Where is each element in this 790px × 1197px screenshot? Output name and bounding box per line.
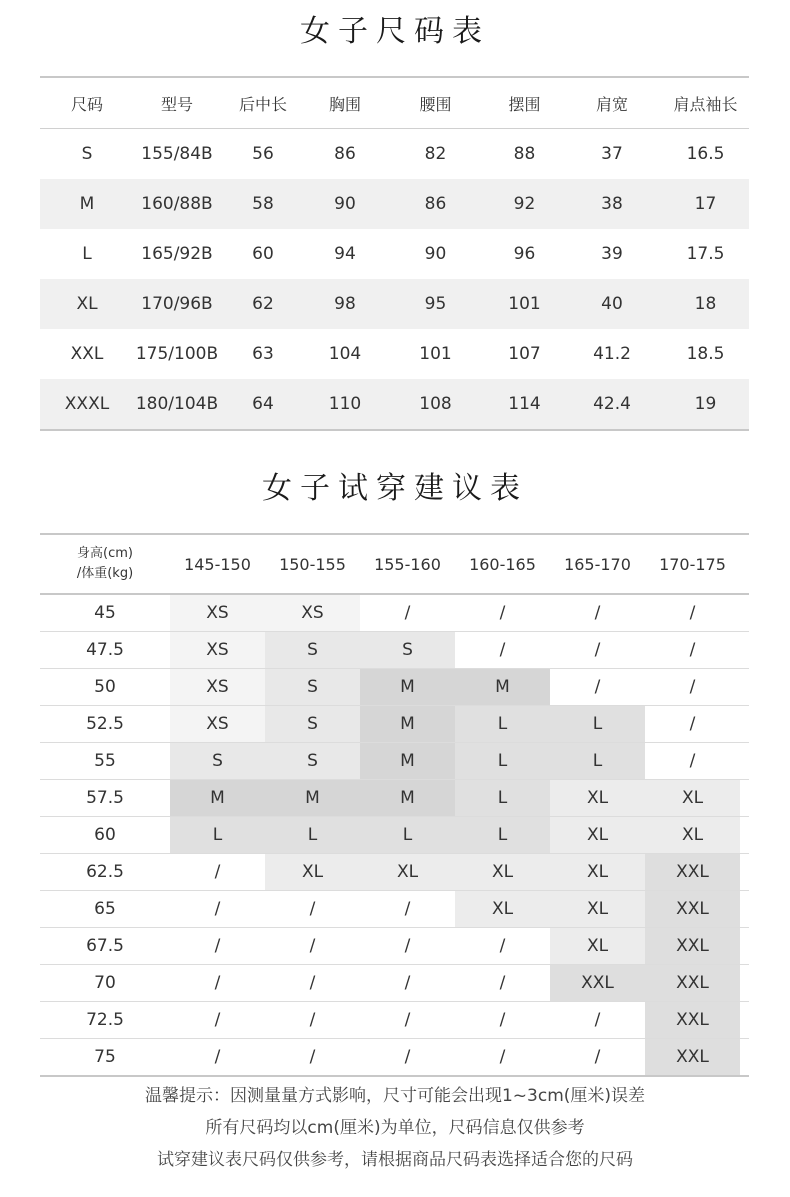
recommended-size-cell: XL bbox=[550, 780, 645, 816]
recommended-size-cell: / bbox=[455, 632, 550, 668]
fit-chart-row bbox=[40, 743, 749, 780]
recommended-size-cell: M bbox=[455, 669, 550, 705]
size-chart-row bbox=[40, 179, 749, 229]
size-value-cell: 104 bbox=[328, 344, 362, 364]
size-value-cell: 96 bbox=[513, 244, 536, 264]
size-label-cell: XXL bbox=[70, 344, 104, 364]
size-value-cell: 98 bbox=[334, 294, 356, 314]
recommended-size-cell: L bbox=[455, 743, 550, 779]
size-value-cell: 60 bbox=[252, 244, 274, 264]
recommended-size-cell: XS bbox=[265, 595, 360, 631]
recommended-size-cell: / bbox=[360, 595, 455, 631]
recommended-size-cell: / bbox=[455, 1002, 550, 1038]
size-value-cell: 180/104B bbox=[135, 394, 219, 414]
recommended-size-cell: XS bbox=[170, 669, 265, 705]
size-value-cell: 101 bbox=[419, 344, 452, 364]
recommended-size-cell: / bbox=[170, 891, 265, 927]
recommended-size-cell: M bbox=[360, 669, 455, 705]
size-value-cell: 39 bbox=[601, 244, 623, 264]
size-chart-header-row bbox=[40, 78, 749, 129]
size-value-cell: 18.5 bbox=[686, 344, 725, 364]
size-value-cell: 42.4 bbox=[593, 394, 631, 414]
height-label: 身高(cm) bbox=[77, 546, 133, 561]
recommended-size-cell: / bbox=[645, 743, 740, 779]
recommended-size-cell: XXL bbox=[645, 965, 740, 1001]
size-value-cell: 62 bbox=[252, 294, 274, 314]
size-chart-body bbox=[40, 129, 749, 429]
recommended-size-cell: XL bbox=[455, 854, 550, 890]
header-cell: 肩宽 bbox=[595, 94, 628, 114]
recommended-size-cell: S bbox=[170, 743, 265, 779]
weight-cell: 57.5 bbox=[86, 788, 124, 808]
size-chart-row bbox=[40, 379, 749, 429]
header-cell: 尺码 bbox=[70, 94, 103, 114]
recommended-size-cell: / bbox=[360, 891, 455, 927]
recommended-size-cell: S bbox=[265, 669, 360, 705]
size-label-cell: L bbox=[82, 244, 92, 264]
size-value-cell: 155/84B bbox=[141, 144, 213, 164]
fit-chart-table bbox=[40, 533, 749, 1077]
weight-cell: 67.5 bbox=[86, 936, 124, 956]
recommended-size-cell: / bbox=[265, 965, 360, 1001]
recommended-size-cell: / bbox=[645, 669, 740, 705]
recommended-size-cell: / bbox=[645, 632, 740, 668]
size-chart-row bbox=[40, 279, 749, 329]
fit-chart-row bbox=[40, 854, 749, 891]
recommended-size-cell: / bbox=[455, 1039, 550, 1075]
size-value-cell: 38 bbox=[601, 194, 623, 214]
header-cell: 后中长 bbox=[238, 94, 287, 114]
size-label-cell: XXXL bbox=[64, 394, 110, 414]
size-value-cell: 108 bbox=[419, 394, 452, 414]
recommended-size-cell: M bbox=[170, 780, 265, 816]
header-cell: 摆围 bbox=[508, 94, 541, 114]
size-value-cell: 19 bbox=[694, 394, 717, 414]
fit-chart-row bbox=[40, 669, 749, 706]
recommended-size-cell: / bbox=[360, 1039, 455, 1075]
note-line: 所有尺码均以cm(厘米)为单位，尺码信息仅供参考 bbox=[205, 1118, 585, 1138]
recommended-size-cell: / bbox=[550, 1039, 645, 1075]
height-range-header: 160-165 bbox=[469, 554, 536, 574]
size-value-cell: 63 bbox=[252, 344, 274, 364]
size-value-cell: 17.5 bbox=[686, 244, 725, 264]
size-chart-table bbox=[40, 76, 749, 431]
size-value-cell: 92 bbox=[513, 194, 536, 214]
recommended-size-cell: / bbox=[645, 706, 740, 742]
recommended-size-cell: / bbox=[170, 1039, 265, 1075]
note-line: 试穿建议表尺码仅供参考，请根据商品尺码表选择适合您的尺码 bbox=[157, 1150, 633, 1170]
recommended-size-cell: / bbox=[550, 1002, 645, 1038]
recommended-size-cell: XXL bbox=[645, 891, 740, 927]
size-value-cell: 107 bbox=[508, 344, 541, 364]
weight-cell: 65 bbox=[94, 899, 116, 919]
recommended-size-cell: XS bbox=[170, 706, 265, 742]
recommended-size-cell: S bbox=[265, 743, 360, 779]
size-value-cell: 58 bbox=[252, 194, 274, 214]
recommended-size-cell: XL bbox=[265, 854, 360, 890]
size-value-cell: 94 bbox=[334, 244, 356, 264]
size-label-cell: XL bbox=[76, 294, 98, 314]
size-value-cell: 88 bbox=[513, 144, 536, 164]
recommended-size-cell: L bbox=[360, 817, 455, 853]
size-value-cell: 114 bbox=[508, 394, 541, 414]
recommended-size-cell: / bbox=[455, 928, 550, 964]
recommended-size-cell: M bbox=[360, 780, 455, 816]
recommended-size-cell: L bbox=[455, 817, 550, 853]
size-value-cell: 64 bbox=[252, 394, 274, 414]
fit-chart-title: 女子试穿建议表 bbox=[262, 471, 528, 506]
size-chart-row bbox=[40, 229, 749, 279]
note-line: 温馨提示：因测量量方式影响，尺寸可能会出现1~3cm(厘米)误差 bbox=[144, 1086, 646, 1106]
weight-cell: 60 bbox=[94, 825, 116, 845]
recommended-size-cell: XL bbox=[550, 928, 645, 964]
recommended-size-cell: / bbox=[265, 1002, 360, 1038]
weight-cell: 45 bbox=[94, 603, 116, 623]
recommended-size-cell: XL bbox=[645, 817, 740, 853]
size-value-cell: 82 bbox=[424, 144, 447, 164]
size-value-cell: 41.2 bbox=[593, 344, 631, 364]
size-value-cell: 101 bbox=[508, 294, 541, 314]
recommended-size-cell: XL bbox=[550, 891, 645, 927]
recommended-size-cell: M bbox=[360, 743, 455, 779]
fit-chart-row bbox=[40, 817, 749, 854]
weight-cell: 75 bbox=[94, 1047, 116, 1067]
size-value-cell: 110 bbox=[328, 394, 362, 414]
recommended-size-cell: / bbox=[360, 928, 455, 964]
weight-cell: 55 bbox=[94, 751, 116, 771]
recommended-size-cell: XXL bbox=[550, 965, 645, 1001]
size-value-cell: 90 bbox=[334, 194, 356, 214]
size-value-cell: 165/92B bbox=[141, 244, 213, 264]
size-value-cell: 175/100B bbox=[135, 344, 219, 364]
header-cell: 肩点袖长 bbox=[673, 94, 738, 114]
recommended-size-cell: XS bbox=[170, 632, 265, 668]
weight-cell: 50 bbox=[94, 677, 116, 697]
recommended-size-cell: / bbox=[265, 928, 360, 964]
recommended-size-cell: XL bbox=[645, 780, 740, 816]
recommended-size-cell: L bbox=[455, 706, 550, 742]
fit-chart-row bbox=[40, 928, 749, 965]
size-label-cell: S bbox=[81, 144, 93, 164]
recommended-size-cell: L bbox=[170, 817, 265, 853]
recommended-size-cell: / bbox=[265, 1039, 360, 1075]
recommended-size-cell: / bbox=[170, 928, 265, 964]
fit-chart-row bbox=[40, 780, 749, 817]
height-range-header: 170-175 bbox=[659, 554, 726, 574]
recommended-size-cell: S bbox=[265, 706, 360, 742]
recommended-size-cell: XL bbox=[455, 891, 550, 927]
recommended-size-cell: / bbox=[170, 965, 265, 1001]
height-range-header: 155-160 bbox=[374, 554, 441, 574]
recommended-size-cell: XS bbox=[170, 595, 265, 631]
recommended-size-cell: / bbox=[455, 595, 550, 631]
size-value-cell: 56 bbox=[252, 144, 274, 164]
recommended-size-cell: L bbox=[265, 817, 360, 853]
recommended-size-cell: / bbox=[360, 965, 455, 1001]
recommended-size-cell: S bbox=[265, 632, 360, 668]
size-value-cell: 90 bbox=[424, 244, 447, 264]
recommended-size-cell: / bbox=[645, 595, 740, 631]
recommended-size-cell: XXL bbox=[645, 1002, 740, 1038]
recommended-size-cell: M bbox=[265, 780, 360, 816]
height-range-header: 145-150 bbox=[184, 554, 251, 574]
size-value-cell: 18 bbox=[694, 294, 717, 314]
recommended-size-cell: XL bbox=[550, 817, 645, 853]
size-chart-row bbox=[40, 129, 749, 179]
size-chart-row bbox=[40, 329, 749, 379]
header-cell: 腰围 bbox=[419, 94, 452, 114]
weight-cell: 70 bbox=[94, 973, 116, 993]
fit-chart-row bbox=[40, 706, 749, 743]
size-value-cell: 170/96B bbox=[141, 294, 213, 314]
fit-chart-body bbox=[40, 595, 749, 1075]
recommended-size-cell: L bbox=[550, 743, 645, 779]
weight-cell: 72.5 bbox=[86, 1010, 124, 1030]
recommended-size-cell: XXL bbox=[645, 854, 740, 890]
fit-chart-row bbox=[40, 632, 749, 669]
header-cell: 胸围 bbox=[328, 94, 361, 114]
recommended-size-cell: M bbox=[360, 706, 455, 742]
recommended-size-cell: / bbox=[550, 595, 645, 631]
recommended-size-cell: XXL bbox=[645, 928, 740, 964]
fit-chart-header-row bbox=[40, 535, 749, 595]
fit-chart-row bbox=[40, 595, 749, 632]
size-value-cell: 16.5 bbox=[686, 144, 725, 164]
size-label-cell: M bbox=[79, 194, 95, 214]
fit-chart-row bbox=[40, 965, 749, 1002]
size-value-cell: 86 bbox=[424, 194, 447, 214]
recommended-size-cell: / bbox=[550, 669, 645, 705]
height-range-header: 150-155 bbox=[279, 554, 346, 574]
recommended-size-cell: XL bbox=[550, 854, 645, 890]
header-cell: 型号 bbox=[160, 94, 193, 114]
recommended-size-cell: / bbox=[170, 854, 265, 890]
size-value-cell: 37 bbox=[601, 144, 623, 164]
recommended-size-cell: S bbox=[360, 632, 455, 668]
notes bbox=[0, 1080, 790, 1176]
weight-cell: 62.5 bbox=[86, 862, 124, 882]
weight-cell: 47.5 bbox=[86, 640, 124, 660]
fit-chart-row bbox=[40, 891, 749, 928]
size-value-cell: 17 bbox=[694, 194, 717, 214]
height-range-header: 165-170 bbox=[564, 554, 631, 574]
size-value-cell: 86 bbox=[334, 144, 356, 164]
height-weight-corner bbox=[40, 535, 170, 593]
weight-label: /体重(kg) bbox=[76, 566, 134, 581]
recommended-size-cell: XXL bbox=[645, 1039, 740, 1075]
recommended-size-cell: / bbox=[550, 632, 645, 668]
fit-chart-row bbox=[40, 1002, 749, 1039]
fit-chart-row bbox=[40, 1039, 749, 1075]
weight-cell: 52.5 bbox=[86, 714, 124, 734]
size-value-cell: 40 bbox=[601, 294, 623, 314]
recommended-size-cell: / bbox=[265, 891, 360, 927]
recommended-size-cell: / bbox=[455, 965, 550, 1001]
recommended-size-cell: XL bbox=[360, 854, 455, 890]
recommended-size-cell: L bbox=[455, 780, 550, 816]
size-value-cell: 160/88B bbox=[141, 194, 213, 214]
recommended-size-cell: L bbox=[550, 706, 645, 742]
recommended-size-cell: / bbox=[170, 1002, 265, 1038]
size-value-cell: 95 bbox=[424, 294, 447, 314]
recommended-size-cell: / bbox=[360, 1002, 455, 1038]
size-chart-title: 女子尺码表 bbox=[300, 14, 490, 49]
